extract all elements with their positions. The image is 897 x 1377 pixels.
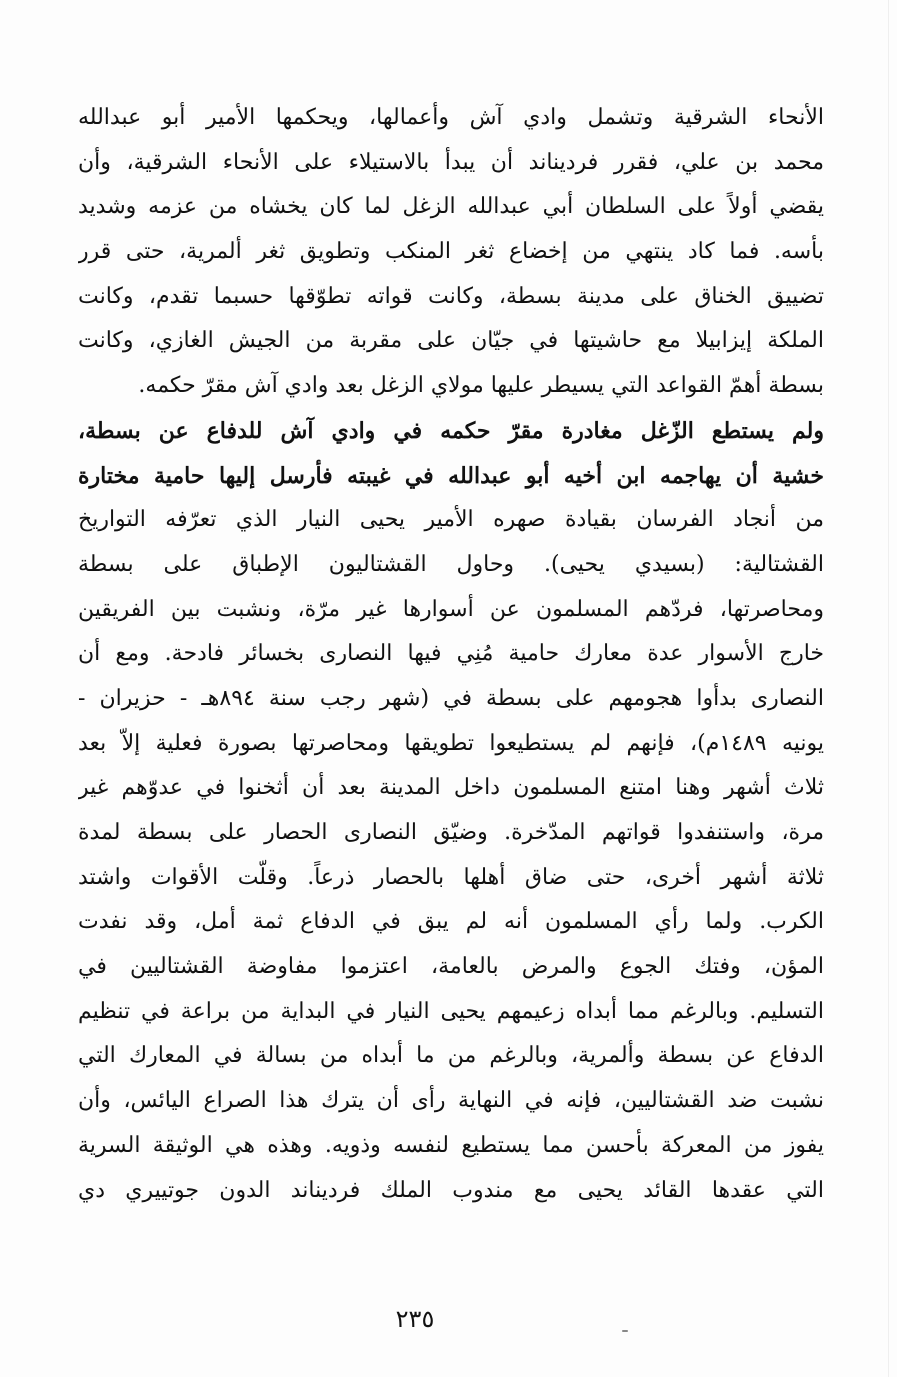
text-line: الملكة إيزابيلا مع حاشيتها في جيّان على مقربة من الجيش الغازي، وكانت (78, 328, 824, 354)
body-text (78, 96, 824, 1213)
bold-text-line: ولم يستطع الزّغل مغادرة مقرّ حكمه في وادي آش للدفاع عن بسطة، (78, 417, 824, 444)
text-line: الأنحاء الشرقية وتشمل وادي آش وأعمالها، ويحكمها الأمير أبو عبدالله (78, 105, 824, 130)
text-line: خارج الأسوار عدة معارك حامية مُنِي فيها النصارى بخسائر فادحة. ومع أن (78, 641, 824, 667)
text-line: ثلاثة أشهر أخرى، حتى ضاق أهلها بالحصار ذرعاً. وقلّت الأقوات واشتد (78, 864, 824, 890)
text-line: من أنجاد الفرسان بقيادة صهره الأمير يحيى النيار الذي تعرّفه التواريخ (78, 507, 824, 533)
text-line: التي عقدها القائد يحيى مع مندوب الملك فرديناند الدون جوتييري دي (78, 1177, 824, 1203)
text-line: ومحاصرتها، فردّهم المسلمون عن أسوارها غير مرّة، ونشبت بين الفريقين (78, 596, 824, 622)
page-edge-line (888, 0, 889, 1377)
text-line: ثلاث أشهر وهنا امتنع المسلمون داخل المدينة بعد أن أثخنوا في عدوّهم غير (78, 775, 824, 801)
text-line: محمد بن علي، فقرر فرديناند أن يبدأ بالاستيلاء على الأنحاء الشرقية، وأن (78, 149, 824, 175)
text-line: نشبت ضد القشتاليين، فإنه في النهاية رأى أن يترك هذا الصراع اليائس، وأن (78, 1088, 824, 1114)
text-line: التسليم. وبالرغم مما أبداه زعيمهم يحيى النيار في البداية من براعة في تنظيم (78, 998, 824, 1024)
text-line: الدفاع عن بسطة وألمرية، وبالرغم من ما أبداه من بسالة في المعارك التي (78, 1043, 824, 1069)
text-line: المؤن، وفتك الجوع والمرض بالعامة، اعتزموا مفاوضة القشتاليين في (78, 954, 824, 980)
text-line: بسطة أهمّ القواعد التي يسيطر عليها مولاي الزغل بعد وادي آش مقرّ حكمه. (138, 373, 824, 399)
text-line: النصارى بدأوا هجومهم على بسطة في (شهر رجب سنة ٨٩٤هـ - حزيران - (78, 685, 824, 711)
text-line: يقضي أولاً على السلطان أبي عبدالله الزغل لما كان يخشاه من عزمه وشديد (78, 194, 824, 220)
text-line: يفوز من المعركة بأحسن مما يستطيع لنفسه وذويه. وهذه هي الوثيقة السرية (78, 1132, 824, 1158)
text-line: تضييق الخناق على مدينة بسطة، وكانت قواته تطوّقها حسبما تقدم، وكانت (78, 283, 824, 309)
text-line: القشتالية: (بسيدي يحيى). وحاول القشتاليون الإطباق على بسطة (78, 551, 824, 577)
bold-text-line: خشية أن يهاجمه ابن أخيه أبو عبدالله في غيبته فأرسل إليها حامية مختارة (78, 462, 824, 489)
page-number: ٢٣٥ (395, 1305, 435, 1333)
text-line: الكرب. ولما رأي المسلمون أنه لم يبق في الدفاع ثمة أمل، وقد نفدت (78, 909, 824, 935)
text-line: مرة، واستنفدوا قواتهم المدّخرة. وضيّق النصارى الحصار على بسطة لمدة (78, 820, 824, 845)
scan-speck (622, 1330, 628, 1332)
text-line: يونيه ١٤٨٩م)، فإنهم لم يستطيعوا تطويقها ومحاصرتها بصورة فعلية إلاّ بعد (78, 730, 824, 756)
text-line: بأسه. فما كاد ينتهي من إخضاع ثغر المنكب وتطويق ثغر ألمرية، حتى قرر (78, 239, 824, 265)
